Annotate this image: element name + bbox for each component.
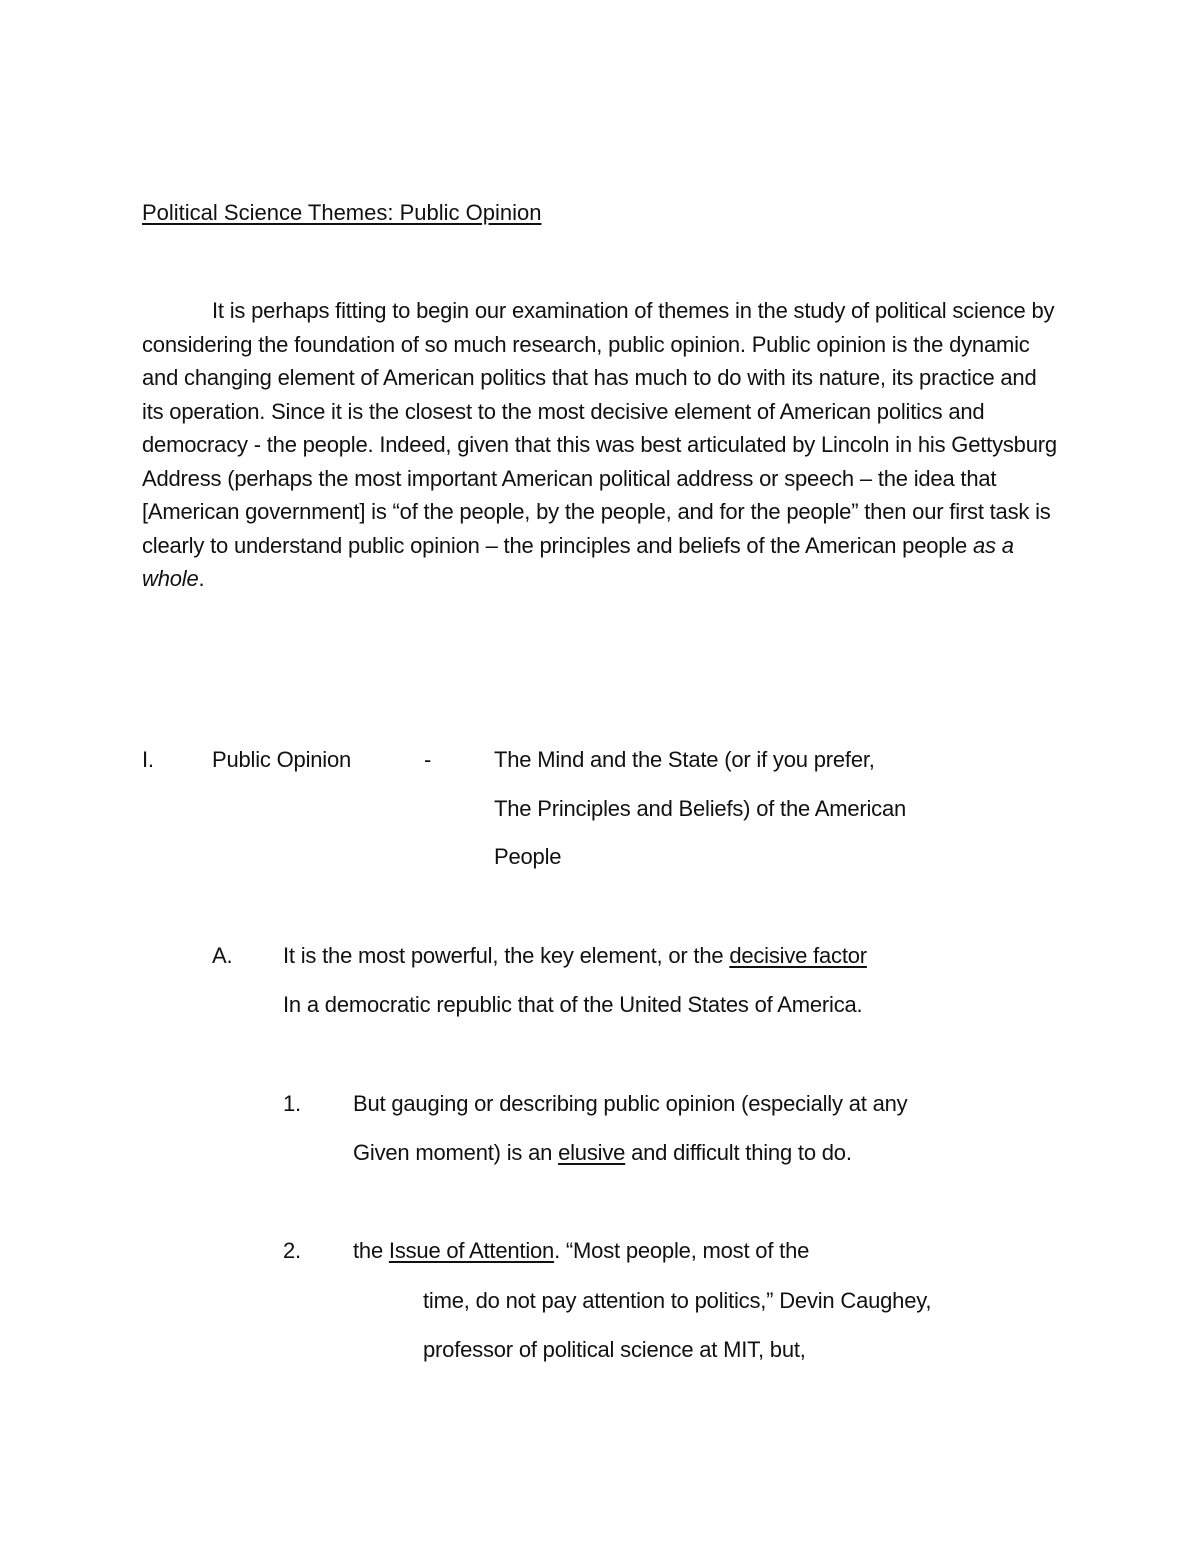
section-a-line1-text: It is the most powerful, the key element, or the (283, 943, 730, 968)
item-1-line2 (353, 1136, 852, 1169)
intro-end: . (198, 566, 205, 591)
document-title: Political Science Themes: Public Opinion (142, 200, 542, 225)
section-i-desc-line2: The Principles and Beliefs) of the American (494, 796, 907, 821)
section-i-numeral: I. (142, 747, 154, 772)
section-i-desc-line1: The Mind and the State (or if you prefer, (494, 747, 875, 772)
item-1-line2-pre: Given moment) is an (353, 1140, 559, 1165)
item-2-number: 2. (283, 1238, 301, 1263)
decisive-factor-underlined: decisive factor (729, 943, 867, 968)
item-1-line2-post: and difficult thing to do. (625, 1140, 852, 1165)
item-1-number: 1. (283, 1091, 301, 1116)
item-2-line2: time, do not pay attention to politics,” Devin Caughey, (423, 1288, 932, 1313)
item-2-line1-post: . “Most people, most of the (554, 1238, 810, 1263)
item-1-line1: But gauging or describing public opinion (especially at any (353, 1091, 908, 1116)
section-a-line1 (283, 939, 867, 972)
intro-paragraph (142, 294, 1062, 596)
item-2-line1-pre: the (353, 1238, 389, 1263)
elusive-underlined: elusive (558, 1140, 626, 1165)
intro-text: It is perhaps fitting to begin our examination of themes in the study of political science by considering the foundation of so much research, public opinion. Public opinion is the dynamic and changing element of American politics that has much to do with its nature, its practice and its operation. Since it is the closest to the most decisive element of American politics and democracy - the people. Indeed, given that this was best articulated by Lincoln in his Gettysburg Address (perhaps the most important American political address or speech – the idea that [American government] is “of the people, by the people, and for the people” then our first task is clearly to understand public opinion – the principles and beliefs of the American people (142, 298, 1057, 558)
item-2-line1 (353, 1234, 809, 1267)
intro-emphasis: as a whole (142, 532, 1014, 591)
section-a-letter: A. (212, 943, 233, 968)
section-i-heading: Public Opinion (212, 747, 352, 772)
section-i-dash: - (424, 747, 432, 772)
item-2-line3: professor of political science at MIT, but, (423, 1337, 806, 1362)
issue-of-attention-underlined: Issue of Attention (388, 1238, 555, 1263)
section-i-desc-line3: People (494, 844, 562, 869)
section-a-line2: In a democratic republic that of the United States of America. (283, 992, 863, 1017)
